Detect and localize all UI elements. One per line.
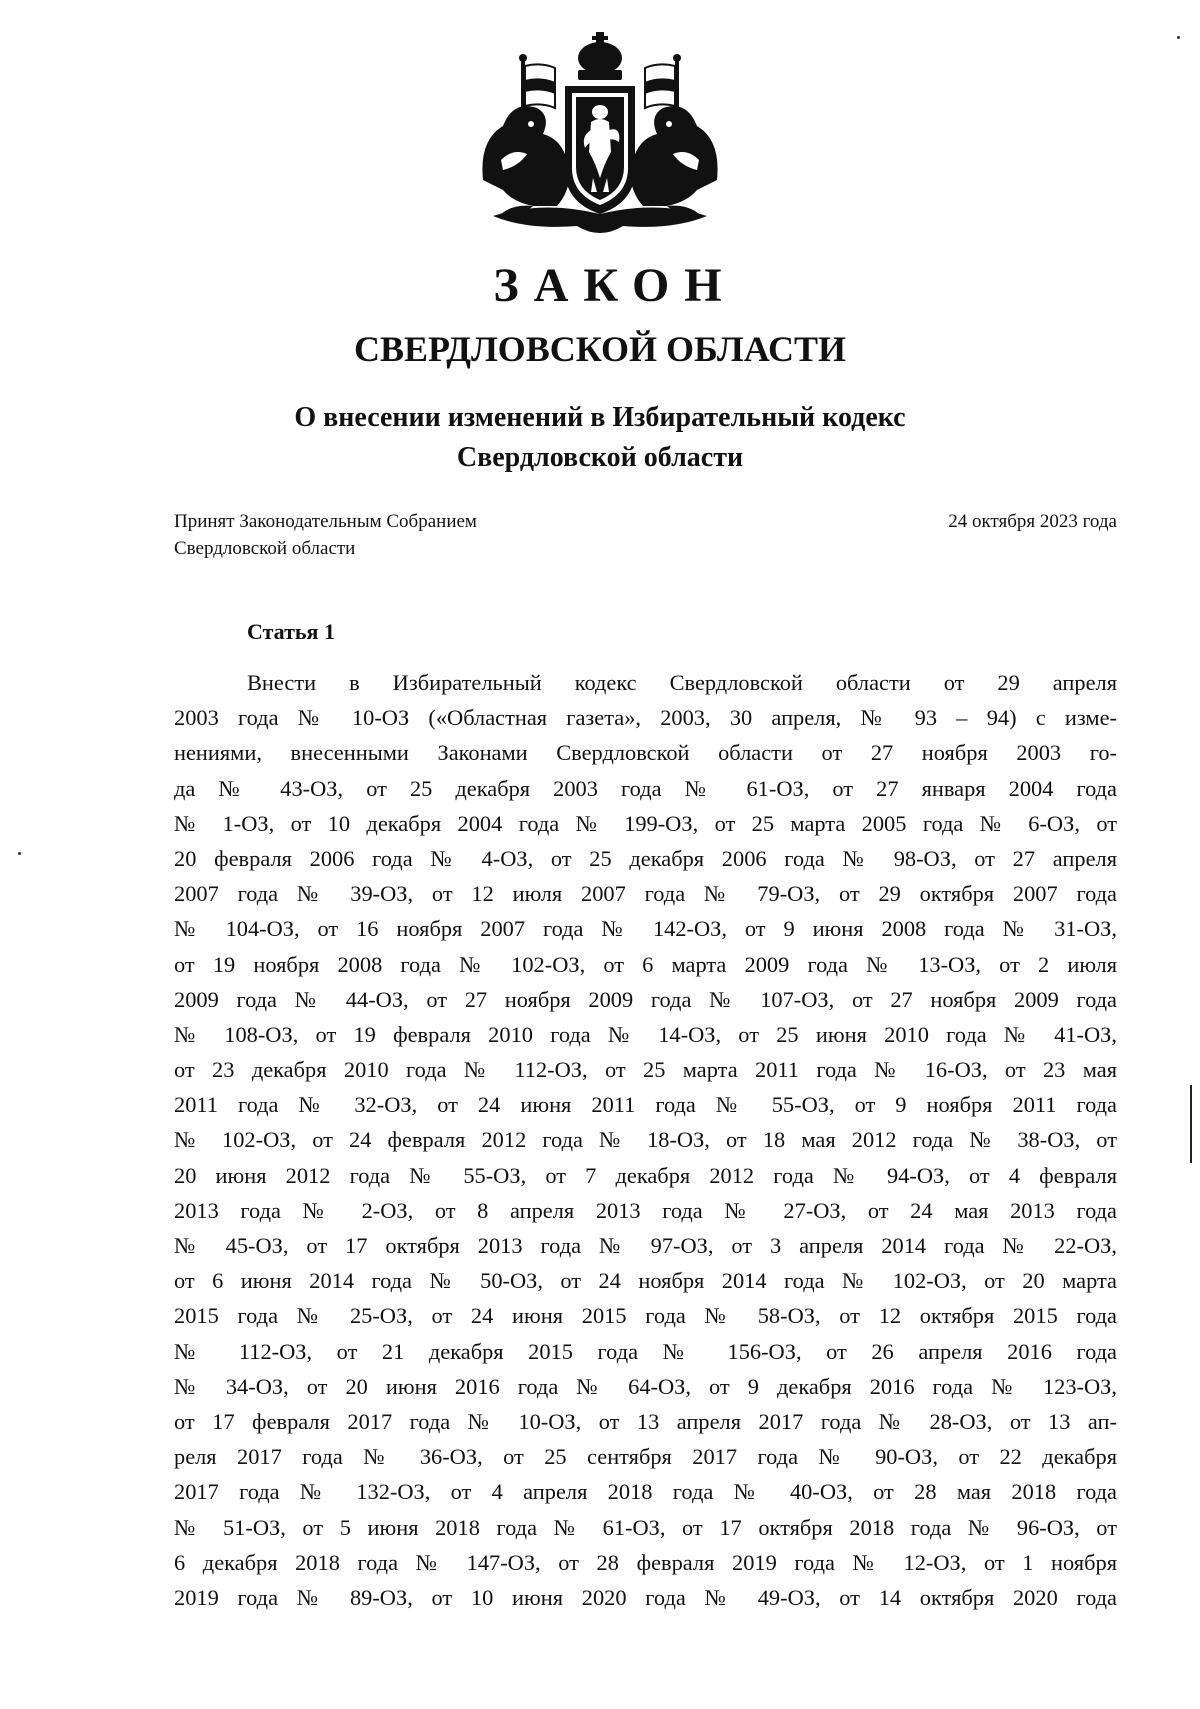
body-line: 20 июня 2012 года № 55-ОЗ, от 7 декабря 2012 года № 94-ОЗ, от 4 февраля (174, 1162, 1117, 1188)
law-title: ЗАКОН (493, 259, 737, 312)
body-line: от 6 июня 2014 года № 50-ОЗ, от 24 ноября 2014 года № 102-ОЗ, от 20 марта (174, 1268, 1117, 1294)
body-line: 2013 года № 2-ОЗ, от 8 апреля 2013 года № 27-ОЗ, от 24 мая 2013 года (174, 1197, 1117, 1223)
body-line: 2019 года № 89-ОЗ, от 10 июня 2020 года № 49-ОЗ, от 14 октября 2020 года (174, 1584, 1117, 1610)
adoption-line: Свердловской области (174, 538, 356, 559)
subject-line: Свердловской области (456, 442, 744, 473)
law-region: СВЕРДЛОВСКОЙ ОБЛАСТИ (354, 329, 846, 369)
body-line: от 23 декабря 2010 года № 112-ОЗ, от 25 марта 2011 года № 16-ОЗ, от 23 мая (174, 1057, 1117, 1083)
body-line: № 45-ОЗ, от 17 октября 2013 года № 97-ОЗ, от 3 апреля 2014 года № 22-ОЗ, (174, 1233, 1117, 1258)
body-line: № 51-ОЗ, от 5 июня 2018 года № 61-ОЗ, от 17 октября 2018 года № 96-ОЗ, от (174, 1514, 1117, 1540)
body-line: 6 декабря 2018 года № 147-ОЗ, от 28 февраля 2019 года № 12-ОЗ, от 1 ноября (174, 1549, 1117, 1575)
body-line: 2015 года № 25-ОЗ, от 24 июня 2015 года № 58-ОЗ, от 12 октября 2015 года (174, 1303, 1117, 1329)
body-line: от 19 ноября 2008 года № 102-ОЗ, от 6 марта 2009 года № 13-ОЗ, от 2 июля (174, 951, 1117, 977)
body-line: № 112-ОЗ, от 21 декабря 2015 года № 156-ОЗ, от 26 апреля 2016 года (174, 1338, 1117, 1364)
scan-speck (1177, 36, 1180, 39)
body-line: реля 2017 года № 36-ОЗ, от 25 сентября 2017 года № 90-ОЗ, от 22 декабря (174, 1444, 1117, 1470)
article-heading: Статья 1 (247, 619, 335, 644)
adoption-line: Принят Законодательным Собранием (174, 511, 477, 532)
body-line: Внести в Избирательный кодекс Свердловской области от 29 апреля (247, 670, 1117, 695)
body-line: да № 43-ОЗ, от 25 декабря 2003 года № 61-ОЗ, от 27 января 2004 года (174, 775, 1117, 801)
article-body (174, 665, 1117, 1615)
scan-speck (18, 852, 21, 855)
body-line: № 108-ОЗ, от 19 февраля 2010 года № 14-ОЗ, от 25 июня 2010 года № 41-ОЗ, (174, 1021, 1117, 1047)
body-line: № 102-ОЗ, от 24 февраля 2012 года № 18-ОЗ, от 18 мая 2012 года № 38-ОЗ, от (174, 1127, 1117, 1153)
body-line: нениями, внесенными Законами Свердловской области от 27 ноября 2003 го- (174, 740, 1117, 766)
body-line: 20 февраля 2006 года № 4-ОЗ, от 25 декабря 2006 года № 98-ОЗ, от 27 апреля (174, 845, 1117, 871)
body-line: № 34-ОЗ, от 20 июня 2016 года № 64-ОЗ, от 9 декабря 2016 года № 123-ОЗ, (174, 1373, 1117, 1399)
adoption-date: 24 октября 2023 года (948, 511, 1117, 532)
subject-line: О внесении изменений в Избирательный кодекс (294, 402, 906, 433)
body-line: 2003 года № 10-ОЗ («Областная газета», 2003, 30 апреля, № 93 – 94) с изме- (174, 705, 1117, 731)
body-line: 2017 года № 132-ОЗ, от 4 апреля 2018 года № 40-ОЗ, от 28 мая 2018 года (174, 1479, 1117, 1505)
coat-of-arms-icon (473, 30, 727, 242)
margin-mark (1190, 1085, 1192, 1163)
body-line: 2007 года № 39-ОЗ, от 12 июля 2007 года № 79-ОЗ, от 29 октября 2007 года (174, 881, 1117, 907)
body-line: № 1-ОЗ, от 10 декабря 2004 года № 199-ОЗ, от 25 марта 2005 года № 6-ОЗ, от (174, 810, 1117, 836)
body-line: от 17 февраля 2017 года № 10-ОЗ, от 13 апреля 2017 года № 28-ОЗ, от 13 ап- (174, 1408, 1117, 1434)
law-subject (0, 398, 1200, 478)
body-line: 2011 года № 32-ОЗ, от 24 июня 2011 года № 55-ОЗ, от 9 ноября 2011 года (174, 1092, 1117, 1118)
body-line: № 104-ОЗ, от 16 ноября 2007 года № 142-ОЗ, от 9 июня 2008 года № 31-ОЗ, (174, 916, 1117, 942)
body-line: 2009 года № 44-ОЗ, от 27 ноября 2009 года № 107-ОЗ, от 27 ноября 2009 года (174, 986, 1117, 1012)
